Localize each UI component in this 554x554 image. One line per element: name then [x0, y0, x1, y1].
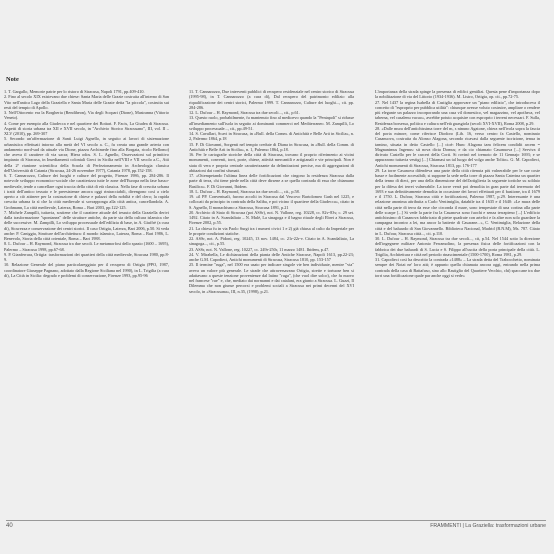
note-7: 7. Michele Zampilli, tuttavia, sostiene che il carattere attuale del tessuto della Graziella derivi dalla trasformazione "spontanea" delle strutture antiche, da parte sia della cultura islamica che delle successive. M. Zampilli, Lo sviluppo processuale dell'edilizia di base, in A. Giuffrè (a cura di), Sicurezza e conservazione dei centri storici. Il caso Ortigia, Laterza, Bari 2006, p.50. Si veda anche: P. Caniggia, Strutture dell'architettura: il mondo islamico, Laterza, Roma – Bari 1986, L. Benevolo, Storia della città orientale, Roma – Bari 1988. [4, 209, 169, 241]
notes-column-left [4, 89, 169, 278]
note-16: 16. Per le cartografie storiche della città di Siracusa, trovano il proprio riferimento ai vicini monumenti, conventi, torri, porte, chiese, attività mercantili e artigianali e vie principali. Non è stata di vera e propria centrale caratterizzante da delimitazioni precise, ma di aggregazioni di abitazioni dai confini sfumati. [189, 152, 354, 173]
note-6: 6. T. Cannarozzo, Culture dei luoghi e culture del progetto, Firenze 1986, pp. 284-286. Il notevole sviluppo economico-sociale che caratterizza tutte le zone dell'Europa nella fase basso-medievale, tende a cancellare ogni traccia della città di età classica. Nella fase di crescita urbana i tratti dell'antico tessuto e le preesistenze ancora oggi rintracciabili, divengono così a cielo aperto a ciò attinere per la costruzione di chiese e palazzi della nobiltà e del clero; la rapida crescita urbana fa sì che la città medievale si sovrapponga alla città antica, cancellandola. A. Grohmann, La città medievale, Laterza, Roma – Bari 2003, pp.122-125. [4, 173, 169, 210]
note-10: 10. Relazione Generale del piano particolareggiato per il recupero di Ortigia (PPO, 1987, coordinatore Giuseppe Pagnano, adottato dalla Regione Siciliana nel 1990), in L. Trigilia (a cura di), La Città in Sicilia: degrado e problemi di conservazione, Firenze 1993, pp.95-96 [4, 262, 169, 278]
note-29: 29. La torre Casanova difendeva una parte della città ritenuta più vulnerabile per le sue coste basse e facilmente accessibili; si suppone la sede nella torre di piazza Santa Caterina un quartier della tenno di dieci, per una della dimensione del dell'artiglieria la seguente tortiche su soldato per la difesa dei terrei vulnerabile. La torre verrà poi demolita in gran parte dal terremoto del 1693 e sua definitivamente demolita in occasione dei lavori effettuati per il bastione, tra il 1679 e il 1750. L. Dufour, Siracusa città e fortificazioni, Palermo 1987, p.29. Interessante è una relazione anonima attribuita a Carlo Ventimiglia, databile tra il 1635 e il 1640: «Le mura delle città nella parte di terra da esse che circonda il mare, sono tempestate di una cortina alla parte delle scarpe [...] Si vede la parte fra la Casanova sono fuochi e senza terrapieno [...] L'edificio antichissimo di Casanova fabbricato di pietre quadrate con artefici e fa altre non solo guardare la campagna incontro a lei, ma ancor la batterie di Casarane...», C. Ventimiglia, Relazione della città e del baluardo di San Giovannello. Biblioteca Nacional, Madrid (B.N.M), Ms. 787. Citato in L. Dufour, Siracusa città..., cit. p.110. [375, 167, 540, 236]
note-19: 19. «il PP. Conventuali, furono accolti in Siracusa dal Vescovo Bartolomeo Gash nel 1225, e collocati da principio in contrada della Saliba, e poi vicino il quartiere della Giudecca», citato in S. Agnello, Il monachismo a Siracusa, Siracusa 1891, p.21 [189, 194, 354, 210]
footer-divider [6, 520, 546, 521]
note-9: 9. P. Gianferrara, Ortigia: trasformazioni dei quartieri della città medievale, Siracusa 1980, pp.8-9. [4, 251, 169, 262]
note-2: 2. Fino al secolo XIX esistevano due chiese: Santa Maria delle Grazie costruita all'interno di San Vito nell'antica Lago della Graziella e Santa Maria delle Grazie detta "la piccola", costruita sui resti del tempio di Apollo. [4, 94, 169, 110]
note-25: 25. Il termine "ruga", nel 1500 era usato per indicare singole vie ben individuate, mentre "via" aveva un valore più generale. Le strade che attraversavano Ortigia, strette e tortuose ben si adattavano a queste tenzione provenienze dal latino "ruga", (che vuol dire solco), che fu nuovo nel francese "rue" e, che, mediato dai normanni e dai catalani, era giunto a Siracusa. L. Guzzi, Il Dilemma che non giunse percorsi e problemi sociali a Siracusa nei primi decenni del XVI secolo, in «Siracusana», III, n.35, (1998), p.21. [189, 262, 354, 294]
note-1: 1. T. Gargallo, Memorie patrie per lo ristoro di Siracusa, Napoli 1791, pp.409-410. [4, 89, 145, 94]
note-24: 24. V. Mirabella, Le dichiarazioni della pianta delle Antiche Siracuse, Napoli 1613, pp.22-23; anche G.M. Capodieci, Antichi monumenti di Siracusa, Siracusa 1810, pp. 153-157 [189, 251, 354, 262]
note-13: 13. Questo ruolo, probabilmente, fu mantenuto fino al medioevo quando la "Pentapoli" si ridusse all'insediamento sull'isola in seguito ai dominanti commerci nel Mediterraneo. M. Zampilli, Lo sviluppo processuale..., cit., pp.49-51. [189, 115, 354, 131]
note-30: 30. L. Dufour – H. Raymond, Siracusa tra due secoli..., cit, p.54. Nel 1544 sotto la direzione dell'ingegnere militare Antonio Ferramolino, la presenza fisica delle fortificazioni con la fabbrica dei due baluardi di S. Lucia e S. Filippo all'uscita della porta principale della città. L. Trigilia, Architettura e città nel periodo rinascimentale (1500-1700), Roma 1981, p.29. [375, 236, 540, 257]
note-22: 22. ASSr, not. A. Pidoni, reg. 10245, 13 nov. 1484, cc. 21r-22r-v. Citato in A. Scandaliato, La sinagoga..., cit., p.55. [189, 236, 354, 247]
note-28: 28. «Dalle mura dell'antichissima torre del m, s ninuno Agatone, chiera nell'ivola sopra la fascia del porta minore, come riferisce Diodoro (Lib. 16, verso centro fa Castello, nominato Casanuova, costruita da Alonso Alagona, secondo ricavasi dalla seguente iscrizione, tenua in tamino, situata in detto Castello [...] cioè: Hunc Alagona tam felicem condidit arcem = Magnanimus Ingenus: sit nova dicta Domus; e da cio chiamato Casanuova [...] Serviva il dirivato Castello per le carceri della Corti. Si rovinò nel tremoto de 11 Gennajo 1693; e se appurarono tuttavia vestigj [...] Chiamasi un tal luogo del volgo anche Tolito». G. M. Capodieci, Antichi monumenti di Siracusa, Siracusa 1813, pp. 176-177 [375, 125, 540, 168]
note-17: 17. «Ottempetando l'ultima linea delle fortificazioni che cingono la residenza Siracusa dalla parte di terra, chi tiene piede nella città deve dirsene a se quella contrada di essa che chiamano Basilica». F. Di Giovanni, Ibidem. [189, 173, 354, 189]
note-5: 5. Secondo un'affermazione di Santi Luigi Agnello, in seguito ai lavori di sistemazione urbanistica effettuati intorno alla metà del VI secolo a. C., fu creata una grande arteria con andamento nord-sud da attuale via Dione, piazza Archimede fino alla Borgata, ricolo Bellomo) che aveva il carattere di via sacra; Hiera odos. S. L. Agnello, Osservazioni sul primitivo impianto di Siracusa, in Insediamenti coloniali Greci in Sicilia nell'VIII e VII secolo a.C., Atti della 2ª riunione scientifica della Scuola di Perfezionamento in Archeologia classica dell'Università di Catania (Siracusa, 24-26 novembre 1977), Catania 1978, pp.152-158. [4, 136, 169, 173]
note-8: 8. L. Dufour – H. Raymond, Siracusa tra due secoli. Le metamorfosi dello spazio (1600 – 1695), Palermo – Siracusa 1998, pp.67-68. [4, 241, 169, 252]
notes-column-right [375, 89, 540, 278]
note-27: 27. Nel 1437 la regina Isabella di Castiglia approvare un "piano edilizio", che introduceva il concetto di "esproprio per pubblica utilità": chiunque avesse voluto costruire, ampliare o rendere più elegante un palazzo incorporando una casa vil domestico, vel magazzino, vel apotheca, vel taberna, vel casalenu vacuo», avrebbe potuto acquisire con esproprio i terreni necessari. F. Sulla, Residenza borsessa, politica e cultura nell'età guasgiola (secoli XVI-XVII), Roma 2008, p.29. [375, 99, 540, 126]
note-31: 31. Capodieci così ha descritto la contrada «1488» – La strada detta del Trabocchetto, nominata sempre dei Notai ne' loro atti; è appunto quella chiamata ancora oggi, entrando nella prima contrada della casa di Battafuso, sino allo Rastiglio del Quartiere Vecchio, chi) spaccane tra due torri una fortificazione quale par anche oggi si vede» [375, 257, 540, 278]
note-20: 20. Archivio di Stato di Siracusa (poi ASSr), not. N. Vallone, reg. 10228, cc. 82v-83v, c. 29 set. 1492. Citato in A. Scandaliato – N. Mulè, La sinagoga e il bagno rituale degli Ebrei a Siracusa, Firenze 2002, p.55. [189, 209, 354, 226]
page-number: 40 [6, 523, 13, 529]
note-4: 4. Come per esempio alla Giudecca e nel quartiere dei Bottari. F. Facis, La Giudea di Siracusa. Aspetti di storia urbana tra XII e XVII secolo, in "Archivio Storico Siracusano", III, vol. II – XLV (2010), pp. 269-307 [4, 120, 169, 136]
note-11: 11. T. Cannarozzo, Due interventi pubblici di recupero residenziale nel centro storico di Siracusa (1995-98), in T. Cannarozzo (a cura di), Dal recupero del patrimonio edilizio alla riqualificazione dei centri storici, Palermo 1999. T. Cannarozzo, Culture dei luoghi..., cit. pp. 284-286. [189, 89, 354, 110]
note-23: 23. ASSr, not. N. Vallone, reg. 10227, cc. 249r-250r, 11 marzo 1481. Ibidem, p.47. [189, 246, 330, 252]
note-15: 15. F. Di Giovanni, Sorgenti nel tempio credute di Diana in Siracusa, in «Bull. della Comm. di Antichità e Belle Arti in Sicilia», n. 1, Palermo 1864, p.18. [189, 141, 354, 152]
note-12: 12. L. Dufour – H. Raymond, Siracusa tra due secoli..., cit., p.61. [189, 110, 300, 115]
note-18: 18. L. Dufour – H. Raymond, Siracusa tra due secoli..., cit., p.58. [189, 188, 300, 194]
note-3: 3. Nell'Ottocento era la Borgheria (Rendiheon), Via degli Scopari (Dione), Mastranna (Vittorio Veneto). [4, 110, 169, 121]
running-title: FRAMMENTI | La Graziella: trasformazioni urbane [430, 523, 546, 529]
note-26-continued: L'importanza della strada spinge la presenza di edifici gentilizi. Questa pene d'importanza dopo la nobilitazione di via del Littorio (1934-1936). M. Listro, Ortigia, op. cit., pp.72-75. [375, 89, 540, 100]
notes-heading: Note [6, 76, 19, 83]
note-14: 14. S. Cavallari, Scavi in Siracusa, in «Bull. della Comm. di Antichità e Belle Arti in Sicilia», n. 2, Palermo 1864, p.18 [189, 131, 354, 142]
note-21: 21. La chiesa fu in via Paolo Surgi tra i numeri civici 1 e 2) già chiusa al culto da Imperiale per le proprie condizioni statiche. [189, 225, 354, 236]
notes-column-middle [189, 89, 354, 294]
